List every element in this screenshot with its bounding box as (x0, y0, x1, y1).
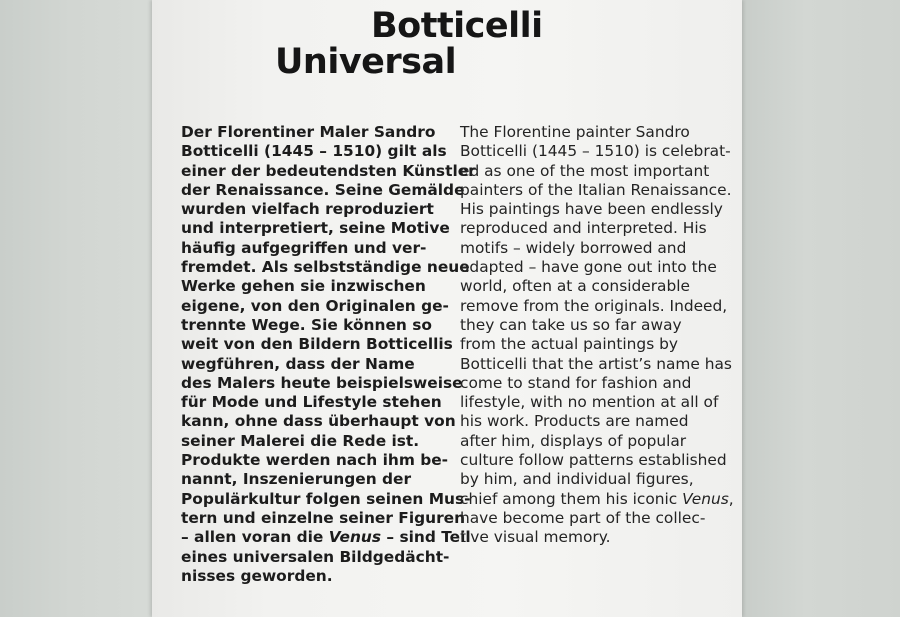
text-line: reproduced and interpreted. His (460, 219, 707, 238)
text-segment: – allen voran die (181, 528, 329, 547)
text-line: culture follow patterns established (460, 451, 727, 470)
text-line: wurden vielfach reproduziert (181, 200, 434, 219)
text-line: Botticelli (1445 – 1510) is celebrat- (460, 142, 731, 161)
text-line: Botticelli that the artist’s name has (460, 354, 732, 373)
text-line (181, 528, 471, 547)
venus-italic: Venus (682, 489, 729, 508)
text-line: Werke gehen sie inzwischen (181, 277, 426, 296)
text-line: His paintings have been endlessly (460, 200, 723, 219)
title-line-2: Universal (275, 42, 457, 82)
text-line: come to stand for fashion and (460, 373, 692, 392)
text-line: fremdet. Als selbstständige neue (181, 258, 470, 277)
text-line: eigene, von den Originalen ge- (181, 296, 449, 315)
text-line: Produkte werden nach ihm be- (181, 451, 449, 470)
english-text-column (460, 123, 738, 548)
venus-italic: Venus (328, 528, 382, 547)
text-line: by him, and individual figures, (460, 470, 694, 489)
text-line: his work. Products are named (460, 412, 689, 431)
text-line: ed as one of the most important (460, 161, 710, 180)
text-line: remove from the originals. Indeed, (460, 296, 728, 315)
text-line: motifs – widely borrowed and (460, 238, 687, 257)
text-line: Der Florentiner Maler Sandro (181, 123, 436, 141)
text-line: nannt, Inszenierungen der (181, 470, 412, 489)
text-line: have become part of the collec- (460, 508, 706, 527)
text-line: painters of the Italian Renaissance. (460, 180, 732, 199)
text-line: trennte Wege. Sie können so (181, 315, 432, 334)
text-line: adapted – have gone out into the (460, 258, 717, 277)
text-line: für Mode und Lifestyle stehen (181, 393, 442, 412)
text-line: seiner Malerei die Rede ist. (181, 431, 420, 450)
text-line: einer der bedeutendsten Künstler (181, 161, 476, 180)
text-line: Botticelli (1445 – 1510) gilt als (181, 142, 447, 161)
text-line: lifestyle, with no mention at all of (460, 393, 719, 412)
german-text-column (181, 123, 476, 586)
text-line: from the actual paintings by (460, 335, 678, 354)
text-segment: chief among them his iconic (460, 489, 683, 508)
text-line: wegführen, dass der Name (181, 354, 415, 373)
text-line: tive visual memory. (460, 528, 611, 547)
text-line (460, 490, 738, 509)
text-line: The Florentine painter Sandro (460, 123, 690, 141)
text-line: world, often at a considerable (460, 277, 690, 296)
exhibition-title (275, 8, 545, 80)
text-line: des Malers heute beispielsweise (181, 373, 463, 392)
text-segment: – sind Teil (381, 528, 471, 547)
title-line-1: Botticelli (371, 6, 543, 46)
gallery-wall (742, 0, 900, 617)
text-line: weit von den Bildern Botticellis (181, 335, 453, 354)
text-line: häufig aufgegriffen und ver- (181, 238, 427, 257)
text-line: tern und einzelne seiner Figuren (181, 508, 466, 527)
text-line: kann, ohne dass überhaupt von (181, 412, 456, 431)
text-line: after him, displays of popular (460, 431, 687, 450)
text-line: nisses geworden. (181, 566, 333, 585)
text-line: der Renaissance. Seine Gemälde (181, 180, 465, 199)
text-line: Populärkultur folgen seinen Mus- (181, 489, 471, 508)
text-segment: , (728, 489, 734, 508)
text-line: eines universalen Bildgedächt- (181, 547, 450, 566)
text-line: they can take us so far away (460, 315, 682, 334)
text-line: und interpretiert, seine Motive (181, 219, 450, 238)
